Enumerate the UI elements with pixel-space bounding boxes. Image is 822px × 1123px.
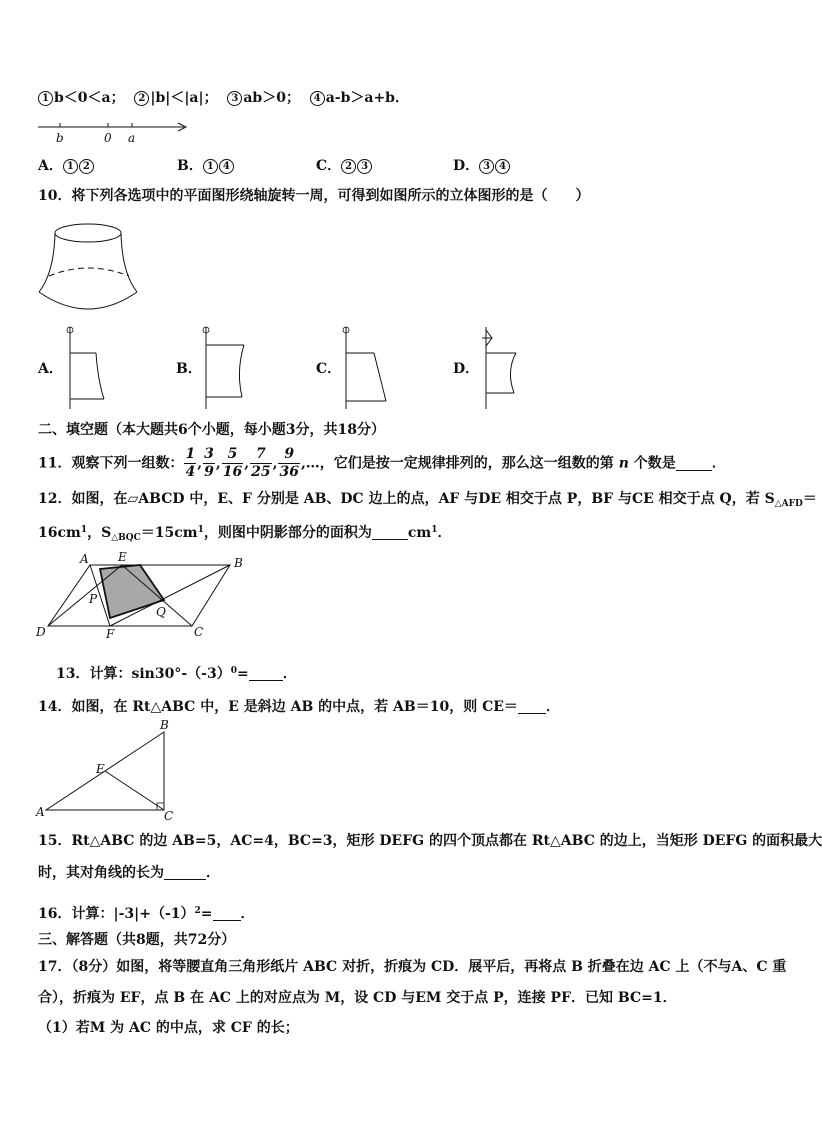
point-label-q: Q [156, 605, 166, 619]
q17-line3: （1）若M 为 AC 的中点，求 CF 的长； [38, 1020, 299, 1036]
fraction: $\frac{7}{25}$ [251, 446, 271, 480]
fraction: $\frac{3}{9}$ [204, 446, 214, 480]
q10-option-b[interactable]: B． [176, 361, 202, 377]
q15-line2: 时，其对角线的长为 ． [38, 865, 220, 881]
parallelogram-figure [30, 550, 260, 642]
answer-blank[interactable] [213, 906, 241, 921]
point-label-c: C [194, 625, 204, 639]
point-label-f: F [106, 627, 115, 641]
q10-option-d[interactable]: D． [453, 361, 480, 377]
q10-figure-b [196, 323, 256, 413]
point-label-b: B [234, 556, 243, 570]
answer-blank[interactable] [164, 865, 206, 880]
circle-number: 3 [227, 91, 242, 106]
q10-option-c[interactable]: C． [316, 361, 342, 377]
q9-option-a[interactable]: A． 1 2 [38, 157, 95, 175]
answer-blank[interactable] [676, 456, 712, 471]
q10-figure-c [336, 323, 396, 413]
point-label-a: A [80, 552, 89, 566]
q17-line2: 合），折痕为 EF，点 B 在 AC 上的对应点为 M，设 CD 与EM 交于点 P，连接 PF．已知 BC=1． [38, 990, 677, 1006]
q9-option-c[interactable]: C． 2 3 [316, 157, 373, 175]
numberline-label-0: 0 [104, 131, 112, 145]
point-label-c: C [164, 809, 174, 823]
fraction: $\frac{9}{36}$ [279, 446, 299, 480]
q15-line1: 15．Rt△ABC 的边 AB=5，AC=4，BC=3，矩形 DEFG 的四个顶点都在 Rt△ABC 的边上，当矩形 DEFG 的面积最大 [38, 833, 822, 849]
q9-statements: 1 b＜0＜a； 2 |b|＜|a|； 3 ab＞0； 4 a-b＞a+b． [38, 89, 409, 107]
number-line-figure [36, 118, 196, 148]
q14-text: 14．如图，在 Rt△ABC 中，E 是斜边 AB 的中点，若 AB＝10，则 CE＝ ． [38, 699, 560, 715]
q16-text: 16．计算：$|-3|+(-1)^2=$ ． [38, 906, 255, 922]
numberline-label-a: a [128, 131, 136, 145]
point-label-e: E [96, 762, 105, 776]
q11-text: 11．观察下列一组数： $\frac{1}{4}$ , $\frac{3}{9}$ , $\frac{5}{16}$ , $\frac{7}{25}$ , $\frac{9}{36}$ ,…，它们是按一定规律排列的，那么这一组数的第 n 个数是 ． [38, 446, 726, 480]
section-3-heading: 三、解答题（共8题，共72分） [38, 932, 236, 948]
right-triangle-figure [34, 718, 194, 828]
circle-number: 2 [134, 91, 149, 106]
numberline-label-b: b [56, 131, 64, 145]
point-label-e: E [118, 550, 127, 564]
q10-figure-d [476, 325, 536, 415]
answer-blank[interactable] [249, 666, 283, 681]
circle-number: 4 [310, 91, 325, 106]
fraction: $\frac{1}{4}$ [185, 446, 196, 480]
q12-line2: $16cm^1$，$S_{\triangle BQC}=15cm^1$，则图中阴影部分的面积为 $cm^1$． [38, 525, 452, 543]
point-label-b: B [160, 718, 169, 732]
q9-option-d[interactable]: D． 3 4 [453, 157, 511, 175]
fraction: $\frac{5}{16}$ [222, 446, 243, 480]
answer-blank[interactable] [372, 525, 408, 540]
section-2-heading: 二、填空题（本大题共6个小题，每小题3分，共18分） [38, 422, 385, 438]
circle-number: 1 [38, 91, 53, 106]
q9-option-b[interactable]: B． 1 4 [177, 157, 235, 175]
q17-line1: 17．（8分）如图，将等腰直角三角形纸片 ABC 对折，折痕为 CD．展平后，再将点 B 折叠在边 AC 上（不与A、C 重 [38, 959, 787, 975]
q10-figure-a [60, 323, 120, 413]
q10-option-a[interactable]: A． [38, 361, 63, 377]
answer-blank[interactable] [518, 699, 546, 714]
q12-line1: 12．如图，在▱ABCD 中，E、F 分别是 AB、DC 边上的点，AF 与DE 相交于点 P，BF 与CE 相交于点 Q，若 $S_{\triangle AFD}=$ [38, 491, 817, 509]
point-label-p: P [89, 592, 98, 606]
solid-figure [36, 218, 146, 318]
point-label-a: A [36, 805, 45, 819]
q13-text: 13．计算：$\sin 30^\circ-(-3)^0=$ ． [56, 666, 297, 682]
q10-text: 10．将下列各选项中的平面图形绕轴旋转一周，可得到如图所示的立体图形的是（ ） [38, 188, 590, 204]
point-label-d: D [36, 625, 46, 639]
